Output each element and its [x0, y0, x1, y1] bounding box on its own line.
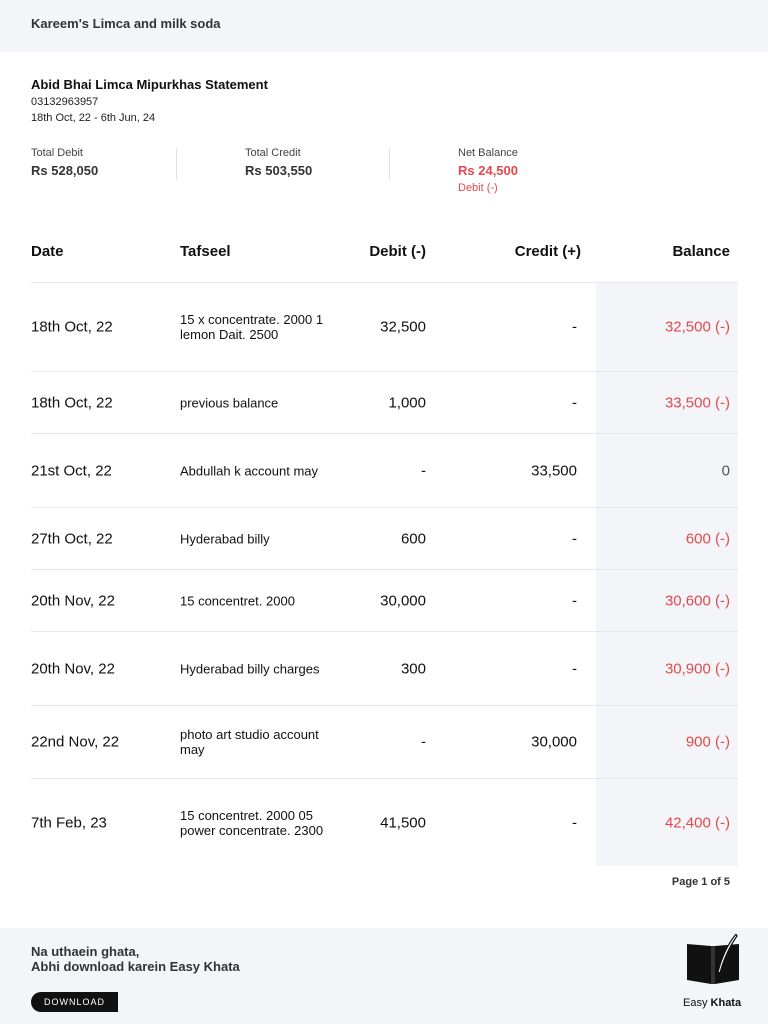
total-debit-value: Rs 528,050	[31, 163, 99, 178]
row-tafseel: photo art studio account may	[180, 727, 319, 757]
column-header-balance: Balance	[672, 243, 730, 260]
row-tafseel: 15 concentret. 2000	[180, 593, 295, 608]
row-debit: 41,500	[380, 814, 426, 831]
row-tafseel: 15 x concentrate. 2000 1 lemon Dait. 2500	[180, 312, 324, 342]
download-button[interactable]: DOWNLOAD	[31, 992, 118, 1012]
row-debit: 1,000	[388, 394, 426, 411]
row-date: 18th Oct, 22	[31, 318, 113, 336]
row-date: 18th Oct, 22	[31, 394, 113, 411]
page-indicator: Page 1 of 5	[671, 876, 730, 888]
row-debit: 30,000	[380, 592, 426, 609]
row-credit: -	[572, 660, 577, 677]
net-balance-summary	[458, 147, 518, 194]
row-balance: 0	[721, 462, 730, 479]
summary-divider	[389, 148, 390, 180]
net-balance-label: Net Balance	[458, 147, 518, 159]
logo-text	[683, 997, 741, 1009]
row-tafseel: Hyderabad billy	[180, 531, 270, 546]
row-tafseel: previous balance	[180, 395, 279, 410]
row-tafseel: 15 concentret. 2000 05 power concentrate. 2300	[180, 807, 324, 838]
row-date: 22nd Nov, 22	[31, 733, 120, 751]
row-balance: 30,900 (-)	[664, 660, 730, 677]
row-tafseel: Hyderabad billy charges	[180, 661, 320, 676]
footer-tagline-line1: Na uthaein ghata,	[31, 944, 140, 959]
balance-column-background	[596, 434, 738, 507]
total-credit-summary	[245, 147, 312, 178]
statement-date-range: 18th Oct, 22 - 6th Jun, 24	[31, 112, 156, 124]
row-debit: -	[421, 462, 426, 479]
column-header-credit: Credit (+)	[514, 243, 581, 260]
row-debit: 300	[400, 660, 426, 677]
row-credit: -	[572, 814, 577, 831]
row-debit: 32,500	[380, 318, 426, 336]
footer-tagline-line2: Abhi download karein Easy Khata	[31, 959, 240, 974]
row-credit: 30,000	[531, 733, 577, 751]
easy-khata-logo[interactable]	[680, 934, 746, 1014]
row-balance: 32,500 (-)	[664, 318, 730, 336]
row-balance: 42,400 (-)	[664, 814, 730, 831]
table-row	[31, 282, 738, 371]
total-debit-label: Total Debit	[31, 147, 83, 159]
row-credit: -	[572, 394, 577, 411]
row-balance: 900 (-)	[685, 733, 730, 751]
statement-title: Abid Bhai Limca Mipurkhas Statement	[31, 77, 268, 92]
book-quill-icon	[684, 934, 742, 986]
row-date: 7th Feb, 23	[31, 814, 107, 831]
total-debit-summary	[31, 147, 98, 178]
table-row	[31, 631, 738, 705]
row-credit: -	[572, 530, 577, 547]
row-balance: 30,600 (-)	[664, 592, 730, 609]
row-debit: 600	[400, 530, 426, 547]
table-row	[31, 778, 738, 866]
row-balance: 600 (-)	[685, 530, 730, 547]
customer-phone: 03132963957	[31, 96, 99, 108]
table-row	[31, 569, 738, 631]
row-credit: 33,500	[531, 462, 577, 479]
table-row	[31, 705, 738, 778]
summary-divider	[176, 148, 177, 180]
table-row	[31, 507, 738, 569]
column-header-tafseel: Tafseel	[180, 243, 231, 260]
transactions-table	[31, 282, 738, 866]
row-tafseel: Abdullah k account may	[180, 463, 319, 478]
row-credit: -	[572, 318, 577, 336]
logo-word-easy: Easy	[683, 997, 708, 1009]
row-debit: -	[421, 733, 426, 751]
column-header-date: Date	[31, 243, 64, 260]
top-bar	[0, 0, 768, 52]
row-date: 20th Nov, 22	[31, 660, 115, 677]
row-balance: 33,500 (-)	[664, 394, 730, 411]
footer-banner	[0, 928, 768, 1024]
table-header	[31, 243, 738, 263]
total-credit-label: Total Credit	[245, 147, 301, 159]
net-balance-value: Rs 24,500	[458, 163, 518, 178]
row-date: 20th Nov, 22	[31, 592, 115, 609]
table-row	[31, 433, 738, 507]
table-row	[31, 371, 738, 433]
row-date: 21st Oct, 22	[31, 462, 112, 479]
business-name: Kareem's Limca and milk soda	[31, 16, 221, 31]
row-date: 27th Oct, 22	[31, 530, 113, 547]
net-balance-type: Debit (-)	[458, 182, 498, 194]
row-credit: -	[572, 592, 577, 609]
total-credit-value: Rs 503,550	[245, 163, 313, 178]
column-header-debit: Debit (-)	[369, 243, 426, 260]
logo-word-khata: Khata	[710, 997, 742, 1009]
